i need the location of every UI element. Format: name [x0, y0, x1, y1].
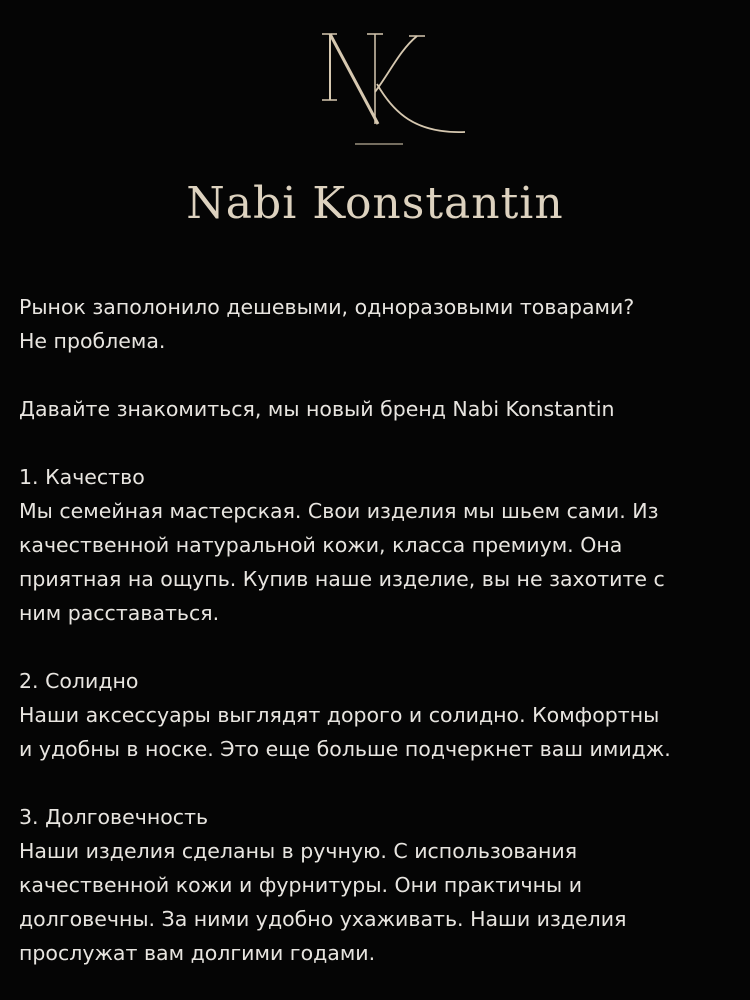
description-text: [19, 290, 739, 970]
durability-heading: 3. Долговечность: [19, 805, 209, 829]
brand-name: Nabi Konstantin: [186, 178, 564, 229]
nk-monogram-logo: [275, 12, 475, 152]
intro-paragraph: Рынок заполонило дешевыми, одноразовыми товарами? Не проблема.: [19, 295, 635, 353]
solid-paragraph: Наши аксессуары выглядят дорого и солидно. Комфортны и удобны в носке. Это еще больше подчеркнет ваш имидж.: [19, 703, 671, 761]
quality-heading: 1. Качество: [19, 465, 145, 489]
quality-paragraph: Мы семейная мастерская. Свои изделия мы шьем сами. Из качественной натуральной кожи, класса премиум. Она приятная на ощупь. Купив наше изделие, вы не захотите с ним расставаться.: [19, 499, 665, 625]
welcome-paragraph: Давайте знакомиться, мы новый бренд Nabi Konstantin: [19, 397, 615, 421]
durability-paragraph: Наши изделия сделаны в ручную. С использования качественной кожи и фурнитуры. Они практичны и долговечны. За ними удобно ухаживать. Наши изделия прослужат вам долгими годами.: [19, 839, 627, 965]
solid-heading: 2. Солидно: [19, 669, 139, 693]
